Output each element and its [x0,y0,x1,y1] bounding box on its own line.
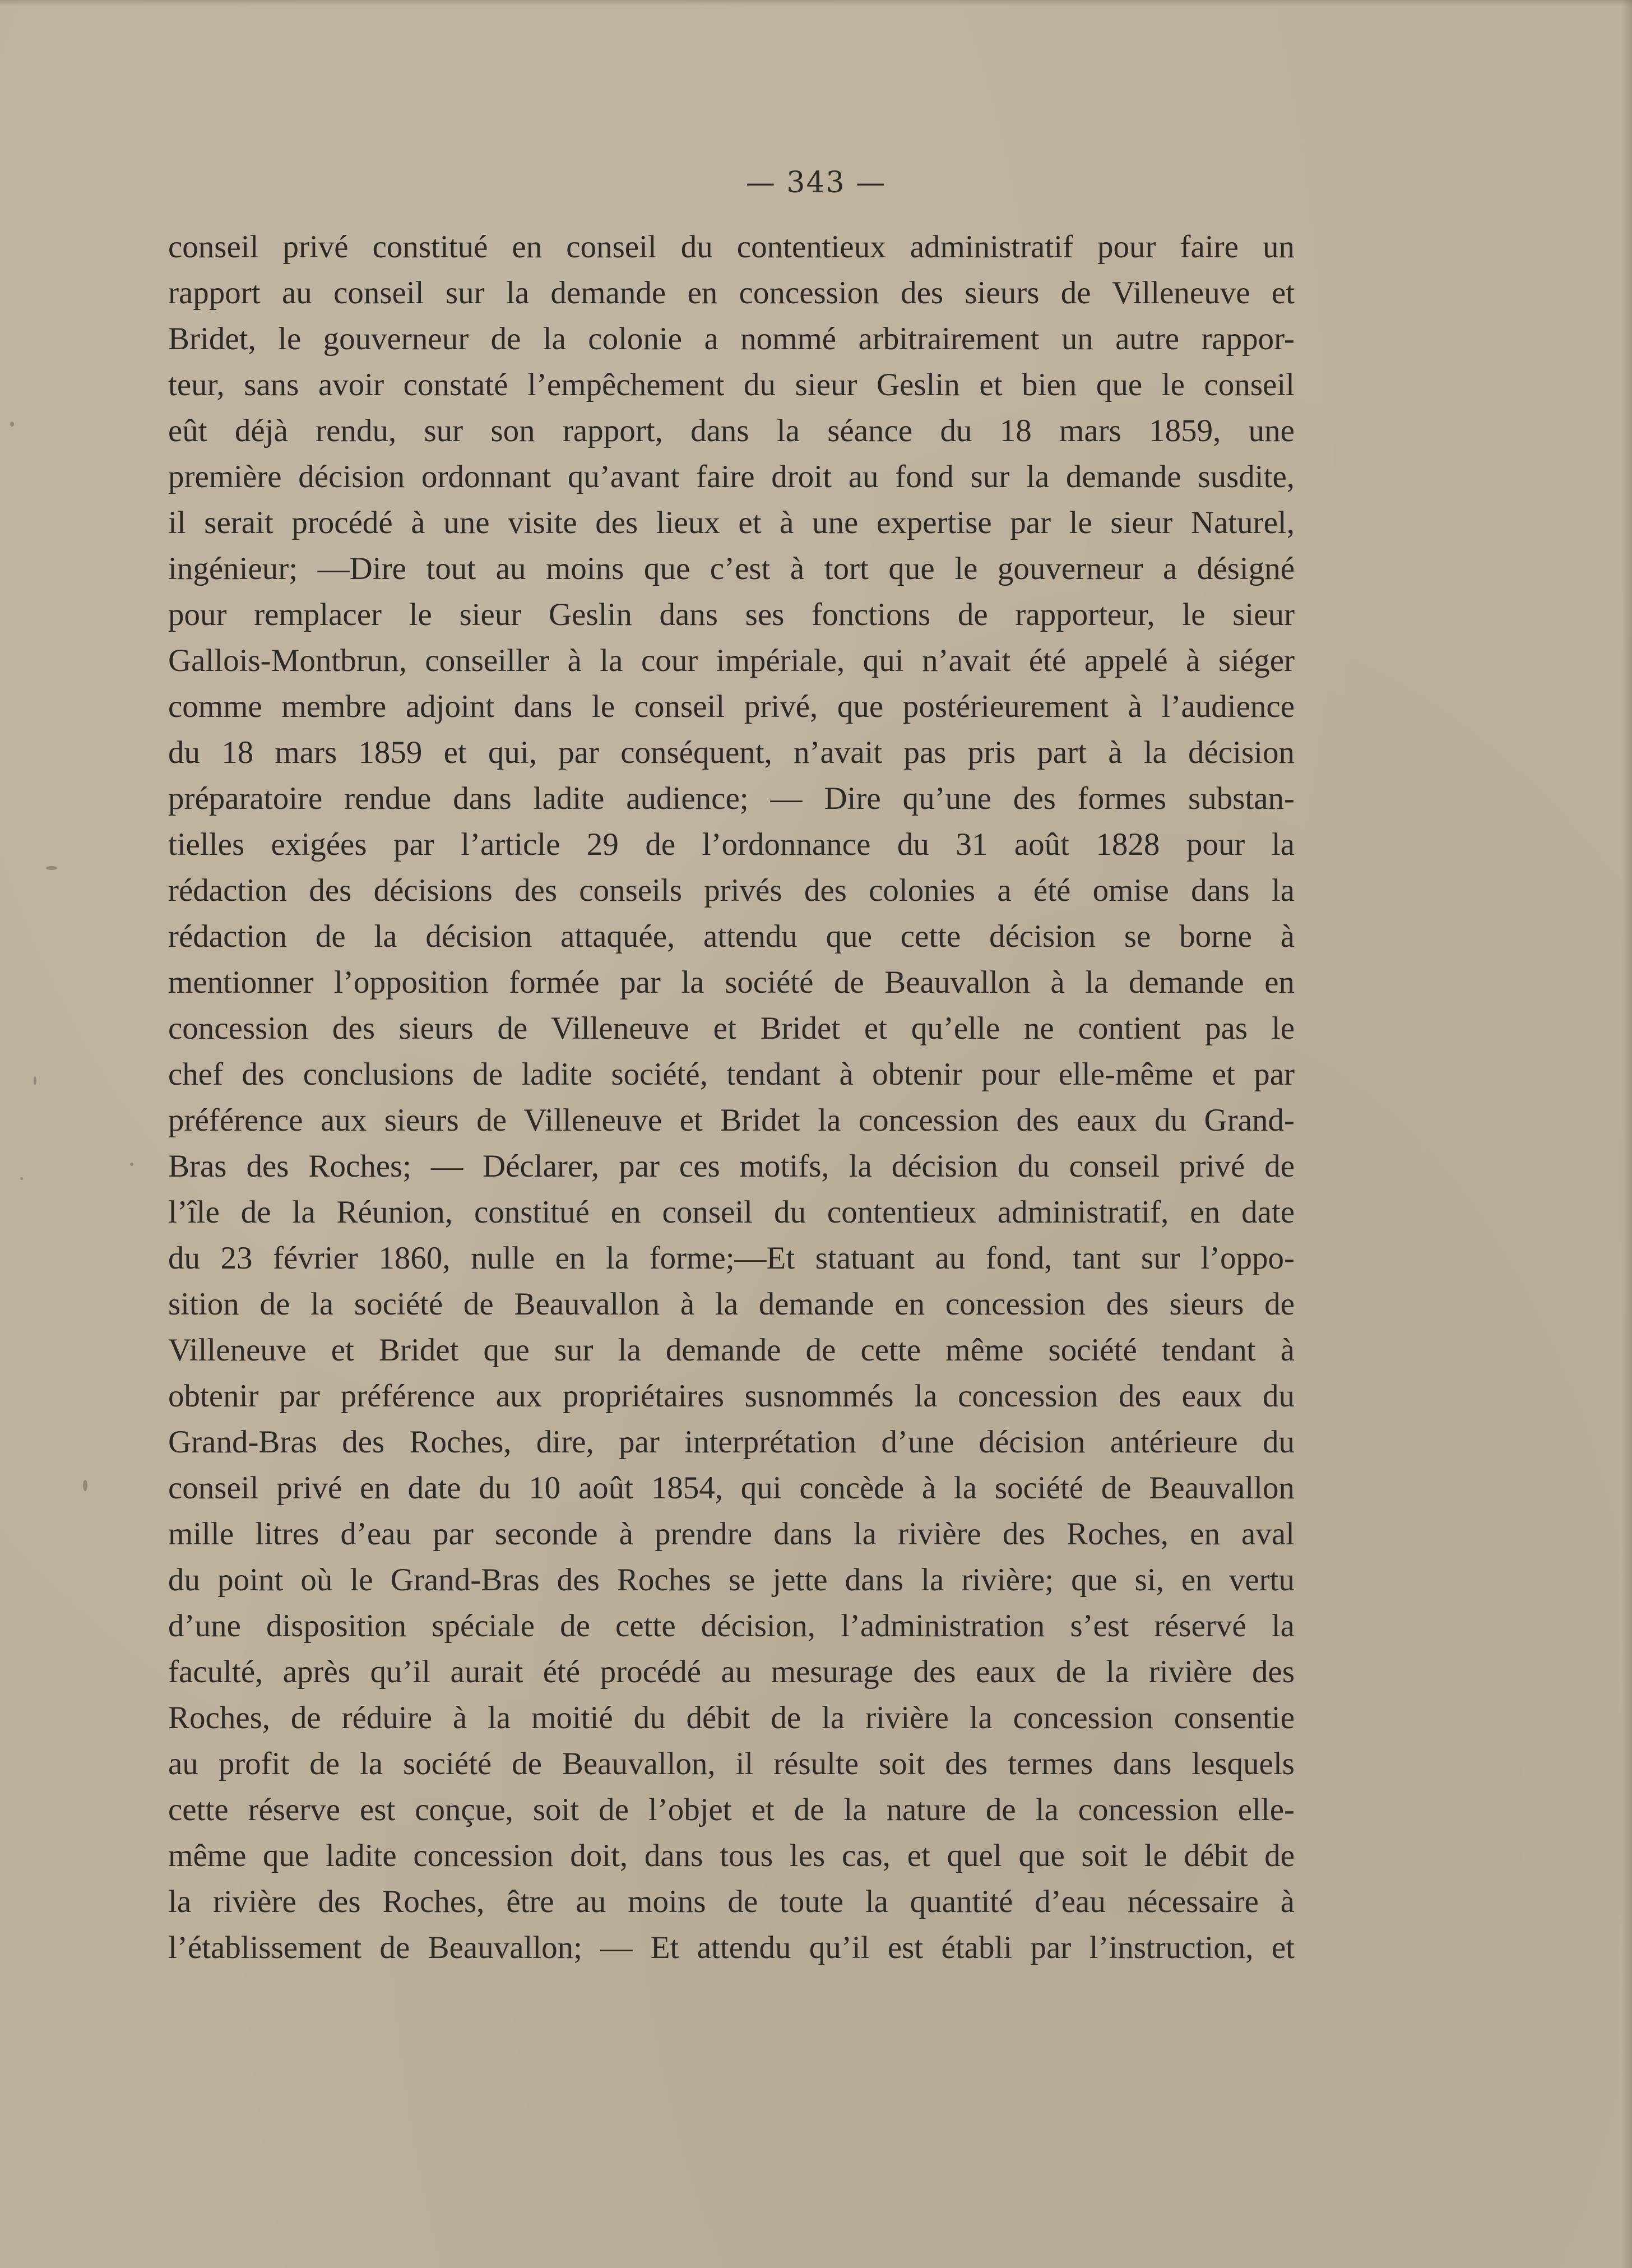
text-line: ingénieur; —Dire tout au moins que c’est à tort que le gouverneur a désigné [168,551,1295,586]
text-line: l’île de la Réunion, constitué en conseil du contentieux administratif, en date [168,1195,1295,1230]
text-line: rédaction de la décision attaquée, attendu que cette décision se borne à [168,919,1295,954]
text-line: teur, sans avoir constaté l’empêchement du sieur Geslin et bien que le conseil [168,367,1295,402]
text-line: au profit de la société de Beauvallon, il résulte soit des termes dans lesquels [168,1746,1295,1781]
text-line: concession des sieurs de Villeneuve et Bridet et qu’elle ne contient pas le [168,1011,1295,1046]
text-line: Villeneuve et Bridet que sur la demande de cette même société tendant à [168,1332,1295,1368]
text-line: rédaction des décisions des conseils privés des colonies a été omise dans la [168,873,1295,908]
page-top-edge [0,0,1632,6]
text-line: pour remplacer le sieur Geslin dans ses fonctions de rapporteur, le sieur [168,597,1295,632]
text-line: d’une disposition spéciale de cette décision, l’administration s’est réservé la [168,1608,1295,1644]
margin-speck [46,866,57,870]
text-line: Bridet, le gouverneur de la colonie a nommé arbitrairement un autre rappor- [168,321,1295,357]
text-line: conseil privé en date du 10 août 1854, qui concède à la société de Beauvallon [168,1470,1295,1506]
page-right-edge [1622,0,1632,2268]
text-line: la rivière des Roches, être au moins de toute la quantité d’eau nécessaire à [168,1884,1295,1919]
margin-speck [83,1480,87,1491]
text-line: du 23 février 1860, nulle en la forme;—Et statuant au fond, tant sur l’oppo- [168,1241,1295,1276]
body-text [168,224,1295,1971]
text-line: faculté, après qu’il aurait été procédé au mesurage des eaux de la rivière des [168,1654,1295,1690]
text-line: Roches, de réduire à la moitié du débit de la rivière la concession consentie [168,1700,1295,1735]
text-line: du 18 mars 1859 et qui, par conséquent, n’avait pas pris part à la décision [168,735,1295,770]
text-line: chef des conclusions de ladite société, tendant à obtenir pour elle-même et par [168,1057,1295,1092]
text-line: rapport au conseil sur la demande en concession des sieurs de Villeneuve et [168,275,1295,311]
text-line: préparatoire rendue dans ladite audience; — Dire qu’une des formes substan- [168,781,1295,816]
text-line: conseil privé constitué en conseil du contentieux administratif pour faire un [168,229,1295,265]
text-line: comme membre adjoint dans le conseil privé, que postérieurement à l’audience [168,689,1295,724]
text-line: du point où le Grand-Bras des Roches se jette dans la rivière; que si, en vertu [168,1562,1295,1598]
page-number: — 343 — [745,166,887,200]
margin-speck [10,422,14,427]
text-line: eût déjà rendu, sur son rapport, dans la séance du 18 mars 1859, une [168,413,1295,448]
margin-speck [34,1076,36,1085]
margin-speck [130,1163,133,1166]
text-line: même que ladite concession doit, dans tous les cas, et quel que soit le débit de [168,1838,1295,1873]
text-line: obtenir par préférence aux propriétaires susnommés la concession des eaux du [168,1378,1295,1414]
margin-speck [20,1177,23,1180]
text-line: mentionner l’opposition formée par la société de Beauvallon à la demande en [168,965,1295,1000]
text-line: il serait procédé à une visite des lieux et à une expertise par le sieur Naturel, [168,505,1295,540]
text-line: Gallois-Montbrun, conseiller à la cour impériale, qui n’avait été appelé à siéger [168,643,1295,678]
text-line: mille litres d’eau par seconde à prendre dans la rivière des Roches, en aval [168,1516,1295,1552]
text-line: préférence aux sieurs de Villeneuve et Bridet la concession des eaux du Grand- [168,1103,1295,1138]
text-line: l’établissement de Beauvallon; — Et attendu qu’il est établi par l’instruction, et [168,1930,1295,1965]
text-line: cette réserve est conçue, soit de l’objet et de la nature de la concession elle- [168,1792,1295,1827]
text-line: Bras des Roches; — Déclarer, par ces motifs, la décision du conseil privé de [168,1149,1295,1184]
text-line: tielles exigées par l’article 29 de l’ordonnance du 31 août 1828 pour la [168,827,1295,862]
text-line: sition de la société de Beauvallon à la demande en concession des sieurs de [168,1286,1295,1322]
text-line: première décision ordonnant qu’avant faire droit au fond sur la demande susdite, [168,459,1295,494]
text-line: Grand-Bras des Roches, dire, par interprétation d’une décision antérieure du [168,1424,1295,1460]
